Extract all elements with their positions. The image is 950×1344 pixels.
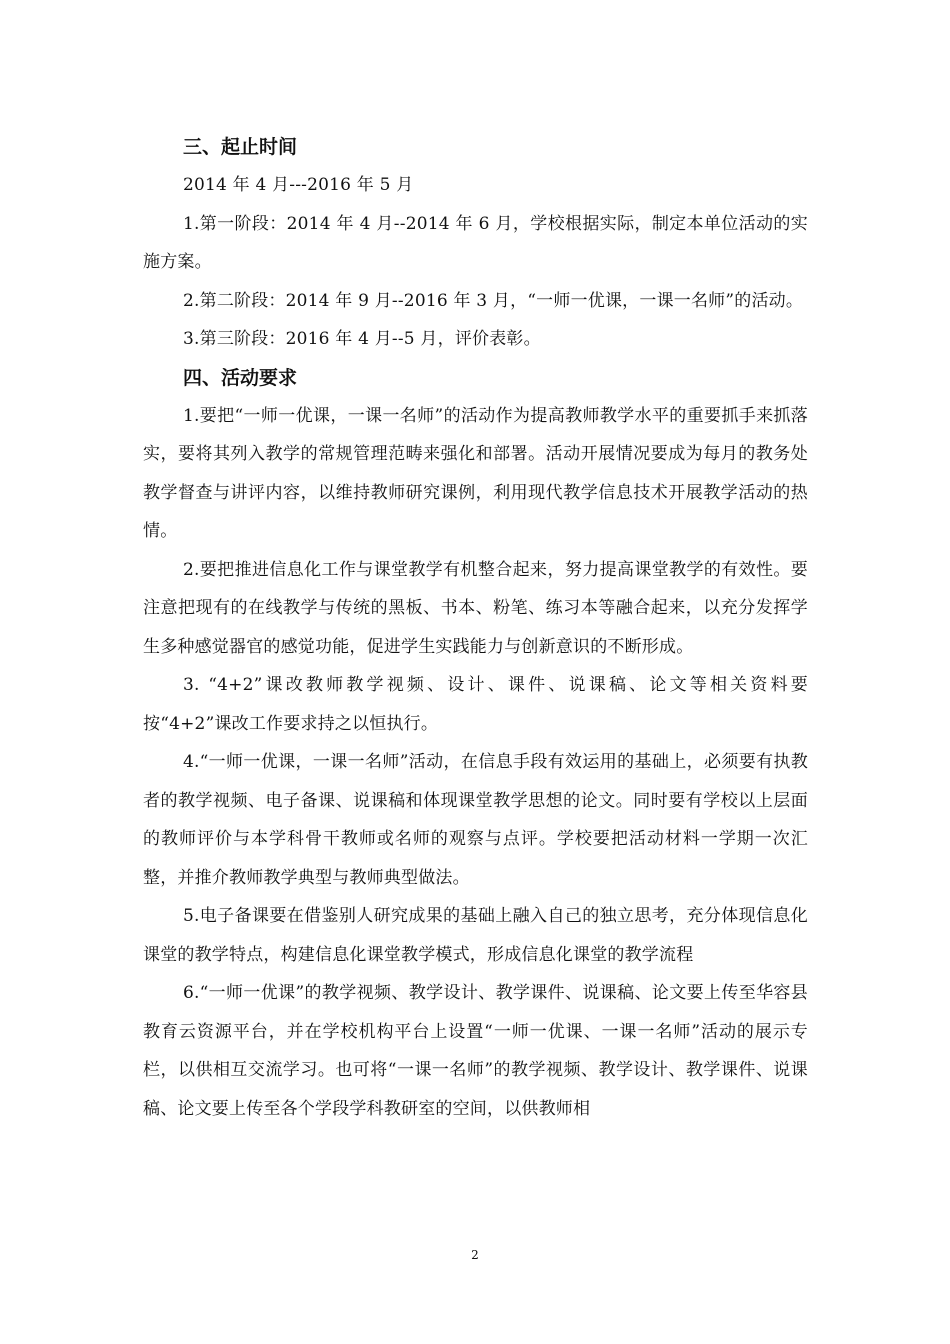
section-heading-time: 三、起止时间 — [183, 136, 298, 158]
paragraph-requirement-1: 1.要把“一师一优课，一课一名师”的活动作为提高教师教学水平的重要抓手来抓落实，要将其列入教学的常规管理范畴来强化和部署。活动开展情况要成为每月的教务处教学督查与讲评内容，以维持教师研究课例，利用现代教学信息技术开展教学活动的热情。 — [143, 405, 808, 541]
paragraph-requirement-4: 4.“一师一优课，一课一名师”活动，在信息手段有效运用的基础上，必须要有执教者的教学视频、电子备课、说课稿和体现课堂教学思想的论文。同时要有学校以上层面的教师评价与本学科骨干教师或名师的观察与点评。学校要把活动材料一学期一次汇整，并推介教师教学典型与教师典型做法。 — [143, 752, 808, 888]
paragraph-stage-2: 2.第二阶段：2014 年 9 月--2016 年 3 月，“一师一优课，一课一名师”的活动。 — [183, 290, 804, 311]
paragraph-requirement-3: 3. “4+2”课改教师教学视频、设计、课件、说课稿、论文等相关资料要按“4+2”课改工作要求持之以恒执行。 — [143, 675, 808, 734]
paragraph-requirement-5: 5.电子备课要在借鉴别人研究成果的基础上融入自己的独立思考，充分体现信息化课堂的教学特点，构建信息化课堂教学模式，形成信息化课堂的教学流程 — [143, 906, 808, 965]
section-heading-requirements: 四、活动要求 — [183, 366, 298, 389]
paragraph-stage-3: 3.第三阶段：2016 年 4 月--5 月，评价表彰。 — [183, 329, 541, 349]
paragraph-date-range: 2014 年 4 月---2016 年 5 月 — [183, 175, 414, 195]
paragraph-stage-1: 1.第一阶段：2014 年 4 月--2014 年 6 月，学校根据实际，制定本单位活动的实施方案。 — [143, 213, 808, 272]
paragraph-requirement-2: 2.要把推进信息化工作与课堂教学有机整合起来，努力提高课堂教学的有效性。要注意把现有的在线教学与传统的黑板、书本、粉笔、练习本等融合起来，以充分发挥学生多种感觉器官的感觉功能，促进学生实践能力与创新意识的不断形成。 — [143, 559, 808, 657]
document-body — [143, 128, 808, 1128]
paragraph-requirement-6: 6.“一师一优课”的教学视频、教学设计、教学课件、说课稿、论文要上传至华容县教育云资源平台，并在学校机构平台上设置“一师一优课、一课一名师”活动的展示专栏，以供相互交流学习。也可将“一课一名师”的教学视频、教学设计、教学课件、说课稿、论文要上传至各个学段学科教研室的空间，以供教师相 — [143, 983, 808, 1119]
page-number: 2 — [471, 1248, 479, 1262]
